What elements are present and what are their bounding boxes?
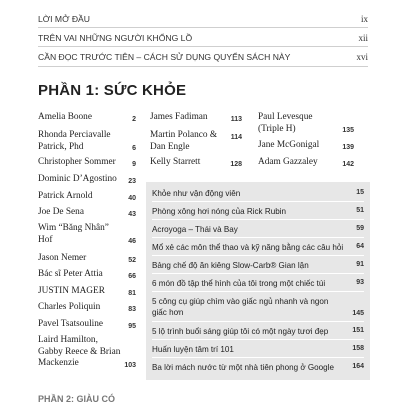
entry-page: 2 [132, 116, 136, 123]
toc-entry[interactable] [38, 112, 136, 124]
entry-name: Charles Poliquin [38, 302, 101, 312]
sidebar-entry[interactable] [152, 324, 364, 340]
divider [152, 219, 364, 220]
sidebar-entry-page: 164 [352, 363, 364, 370]
entry-name: Wim “Băng Nhân” Hof [38, 223, 109, 245]
toc-entry[interactable] [38, 223, 136, 247]
sidebar-entry-title: Ba lời mách nước từ một nhà tiên phong ở Google [152, 363, 334, 372]
sidebar-entry[interactable] [152, 204, 364, 220]
toc-entry[interactable] [38, 174, 136, 186]
next-part-title: PHẦN 2: GIÀU CÓ [38, 394, 116, 404]
toc-entry[interactable] [38, 191, 136, 203]
entry-name: Jane McGonigal [258, 140, 320, 150]
sidebar-entry[interactable] [152, 258, 364, 274]
entry-page: 83 [128, 306, 136, 313]
entry-name: Jason Nemer [38, 253, 87, 263]
sidebar-entry-title: Acroyoga – Thái và Bay [152, 225, 238, 234]
sidebar-entry[interactable] [152, 360, 364, 376]
toc-entry-page: xii [358, 33, 368, 43]
entry-page: 43 [128, 211, 136, 218]
entry-page: 6 [132, 145, 136, 152]
entry-page: 95 [128, 323, 136, 330]
sidebar-entry-title: 5 lộ trình buổi sáng giúp tôi có một ngày tươi đẹp [152, 327, 329, 336]
sidebar-entry[interactable] [152, 342, 364, 358]
toc-entry[interactable] [38, 286, 136, 298]
sidebar-entry-page: 151 [352, 327, 364, 334]
entry-page: 103 [124, 362, 136, 369]
toc-entry-title: CẦN ĐỌC TRƯỚC TIÊN – CÁCH SỬ DỤNG QUYỂN SÁCH NÀY [38, 52, 291, 62]
divider [38, 27, 368, 28]
toc-entry-giants[interactable] [38, 33, 368, 47]
sidebar-entry-title: Bảng chế độ ăn kiêng Slow-Carb® Gian lận [152, 261, 309, 270]
entry-name: Joe De Sena [38, 207, 84, 217]
entry-page: 114 [230, 134, 242, 141]
divider [38, 46, 368, 47]
toc-entry[interactable] [38, 335, 136, 371]
divider [152, 201, 364, 202]
entry-name: Christopher Sommer [38, 157, 116, 167]
divider [152, 357, 364, 358]
toc-entry[interactable] [38, 253, 136, 265]
entry-page: 142 [342, 161, 354, 168]
toc-entry[interactable] [150, 112, 242, 124]
sidebar-entry-title: Phòng xông hơi nóng của Rick Rubin [152, 207, 286, 216]
sidebar-entry[interactable] [152, 240, 364, 256]
entry-name: Pavel Tsatsouline [38, 319, 104, 329]
entry-page: 46 [128, 238, 136, 245]
sidebar-entry-page: 91 [356, 261, 364, 268]
toc-entry-title: LỜI MỞ ĐẦU [38, 14, 90, 24]
toc-entry[interactable] [258, 140, 354, 152]
entry-page: 52 [128, 257, 136, 264]
entry-name: Adam Gazzaley [258, 157, 318, 167]
divider [152, 273, 364, 274]
entry-name: Bác sĩ Peter Attia [38, 269, 103, 279]
toc-entry-title: TRÊN VAI NHỮNG NGƯỜI KHỔNG LỒ [38, 33, 193, 43]
toc-entry[interactable] [38, 207, 136, 219]
toc-entry[interactable] [258, 112, 354, 136]
sidebar-entry-page: 51 [356, 207, 364, 214]
entry-name: Dominic D’Agostino [38, 174, 117, 184]
sidebar-entry-title: 5 công cụ giúp chìm vào giấc ngủ nhanh và ngon giấc hơn [152, 297, 329, 317]
sidebar-entry[interactable] [152, 186, 364, 202]
toc-entry-read-first[interactable] [38, 52, 368, 66]
sidebar-entry-page: 15 [356, 189, 364, 196]
toc-entry-page: xvi [356, 52, 368, 62]
divider [38, 66, 368, 67]
toc-entry[interactable] [38, 130, 136, 154]
sidebar-entry-page: 93 [356, 279, 364, 286]
entry-page: 9 [132, 161, 136, 168]
entry-page: 40 [128, 195, 136, 202]
entry-name: James Fadiman [150, 112, 208, 122]
divider [152, 237, 364, 238]
toc-entry-preface[interactable] [38, 14, 368, 28]
entry-page: 139 [342, 144, 354, 151]
entry-name: Kelly Starrett [150, 157, 201, 167]
divider [152, 339, 364, 340]
entry-page: 81 [128, 290, 136, 297]
entry-name: Paul Levesque (Triple H) [258, 112, 313, 134]
toc-entry[interactable] [38, 302, 136, 314]
entry-page: 128 [230, 161, 242, 168]
entry-page: 66 [128, 273, 136, 280]
divider [152, 255, 364, 256]
entry-page: 135 [342, 127, 354, 134]
entry-name: Laird Hamilton, Gabby Reece & Brian Mackenzie [38, 335, 121, 368]
entry-page: 23 [128, 178, 136, 185]
divider [152, 291, 364, 292]
sidebar-entry-title: Huấn luyện tâm trí 101 [152, 345, 234, 354]
sidebar-entry-page: 64 [356, 243, 364, 250]
sidebar-box [146, 182, 370, 380]
sidebar-entry[interactable] [152, 276, 364, 292]
toc-entry[interactable] [150, 157, 242, 169]
toc-entry-page: ix [360, 14, 368, 24]
sidebar-entry-title: Khỏe như vận động viên [152, 189, 241, 198]
entry-name: Rhonda Perciavalle Patrick, Phd [38, 130, 111, 152]
entry-name: Martin Polanco & Dan Engle [150, 130, 218, 152]
sidebar-entry-page: 145 [352, 310, 364, 317]
entry-name: Amelia Boone [38, 112, 92, 122]
sidebar-entry-title: 6 món đồ tập thể hình của tôi trong một chiếc túi [152, 279, 326, 288]
part-title: PHẦN 1: SỨC KHỎE [38, 82, 187, 99]
entry-page: 113 [230, 116, 242, 123]
toc-entry[interactable] [258, 157, 354, 169]
sidebar-entry-title: Mổ xẻ các môn thể thao và kỹ năng bằng các câu hỏi [152, 243, 344, 252]
sidebar-entry-page: 158 [352, 345, 364, 352]
toc-entry[interactable] [38, 157, 136, 169]
sidebar-entry[interactable] [152, 222, 364, 238]
divider [152, 321, 364, 322]
entry-name: Patrick Arnold [38, 191, 93, 201]
sidebar-entry-page: 59 [356, 225, 364, 232]
toc-entry[interactable] [150, 130, 242, 154]
sidebar-entry[interactable] [152, 294, 364, 322]
entry-name: JUSTIN MAGER [38, 286, 105, 296]
toc-entry[interactable] [38, 319, 136, 331]
toc-entry[interactable] [38, 269, 136, 281]
